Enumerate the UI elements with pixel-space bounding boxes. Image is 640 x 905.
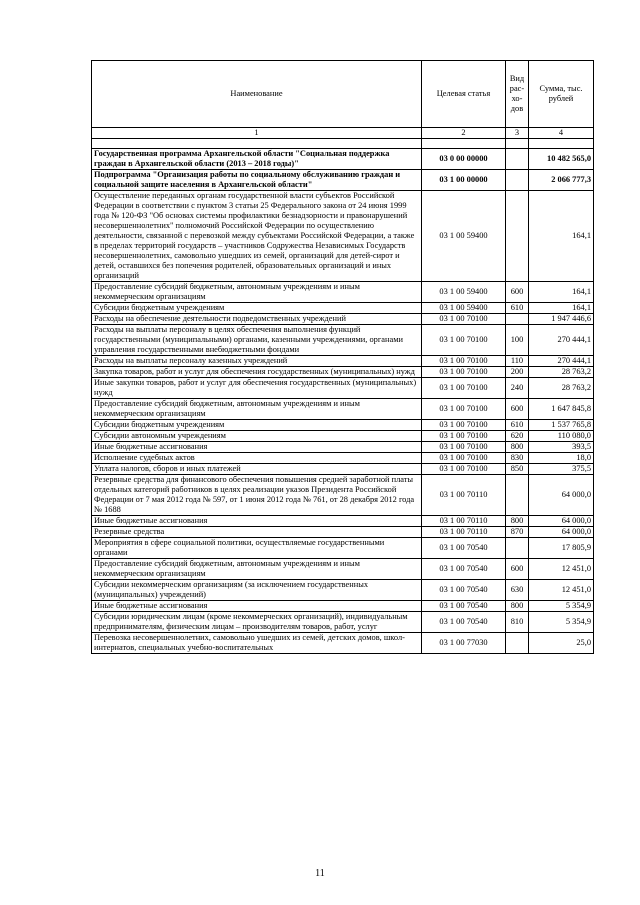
row-amount: 28 763,2 [529, 378, 594, 399]
row-target-article: 03 1 00 59400 [422, 191, 506, 282]
row-expense-type: 600 [506, 399, 529, 420]
row-name: Предоставление субсидий бюджетным, автономным учреждениям и иным некоммерческим организациям [92, 282, 422, 303]
table-row [92, 399, 594, 420]
column-number-row [92, 128, 594, 139]
row-amount: 64 000,0 [529, 516, 594, 527]
row-name: Осуществление переданных органам государственной власти субъектов Российской Федерации в соответствии с пунктом 3 статьи 25 Федерального закона от 24 июня 1999 года № 120-ФЗ "Об основах системы профилактики безнадзорности и правонарушений несовершеннолетних" полномочий Российской Федерации по осуществлению деятельности, связанной с перевозкой между субъектами Российской Федерации, а также в пределах территорий государств – участников Содружества Независимых Государств несовершеннолетних, самовольно ушедших из семей, организаций для детей-сирот и детей, оставшихся без попечения родителей, образовательных организаций и иных организаций [92, 191, 422, 282]
row-name: Предоставление субсидий бюджетным, автономным учреждениям и иным некоммерческим организациям [92, 399, 422, 420]
row-amount: 5 354,9 [529, 612, 594, 633]
row-expense-type [506, 314, 529, 325]
table-row [92, 303, 594, 314]
row-expense-type: 100 [506, 325, 529, 356]
row-expense-type: 620 [506, 431, 529, 442]
row-amount: 1 647 845,8 [529, 399, 594, 420]
table-row [92, 527, 594, 538]
table-row [92, 464, 594, 475]
header-row [92, 61, 594, 128]
row-target-article: 03 1 00 70540 [422, 612, 506, 633]
spacer-cell [92, 139, 422, 149]
row-target-article: 03 1 00 77030 [422, 633, 506, 654]
row-target-article: 03 1 00 70100 [422, 464, 506, 475]
spacer-row [92, 139, 594, 149]
page-number: 11 [315, 868, 325, 879]
table-row [92, 149, 594, 170]
row-expense-type: 800 [506, 516, 529, 527]
row-expense-type [506, 149, 529, 170]
table-row [92, 282, 594, 303]
table-row [92, 191, 594, 282]
row-name: Субсидии некоммерческим организациям (за исключением государственных (муниципальных) учреждений) [92, 580, 422, 601]
row-name: Мероприятия в сфере социальной политики, осуществляемые государственными органами [92, 538, 422, 559]
table-row [92, 356, 594, 367]
row-target-article: 03 1 00 59400 [422, 303, 506, 314]
row-expense-type: 600 [506, 559, 529, 580]
row-expense-type: 800 [506, 442, 529, 453]
table-row [92, 538, 594, 559]
row-name: Иные бюджетные ассигнования [92, 442, 422, 453]
row-name: Перевозка несовершеннолетних, самовольно ушедших из семей, детских домов, школ-интернатов, специальных учебно-воспитательных [92, 633, 422, 654]
table-row [92, 516, 594, 527]
row-amount: 1 537 765,8 [529, 420, 594, 431]
row-target-article: 03 1 00 70100 [422, 356, 506, 367]
row-target-article: 03 1 00 00000 [422, 170, 506, 191]
row-amount: 18,0 [529, 453, 594, 464]
budget-table [91, 60, 594, 654]
row-target-article: 03 1 00 70100 [422, 453, 506, 464]
row-target-article: 03 1 00 70100 [422, 431, 506, 442]
row-target-article: 03 1 00 70100 [422, 420, 506, 431]
row-expense-type [506, 633, 529, 654]
row-expense-type: 870 [506, 527, 529, 538]
row-expense-type: 610 [506, 420, 529, 431]
header-type: Вид рас-хо-дов [506, 61, 529, 128]
row-amount: 164,1 [529, 191, 594, 282]
row-name: Субсидии автономным учреждениям [92, 431, 422, 442]
row-amount: 2 066 777,3 [529, 170, 594, 191]
row-name: Иные бюджетные ассигнования [92, 601, 422, 612]
row-name: Государственная программа Архангельской области "Социальная поддержка граждан в Архангельской области (2013 – 2018 годы)" [92, 149, 422, 170]
table-row [92, 420, 594, 431]
row-target-article: 03 1 00 70110 [422, 516, 506, 527]
row-amount: 164,1 [529, 282, 594, 303]
row-name: Резервные средства для финансового обеспечения повышения средней заработной платы отдельных категорий работников в целях реализации указов Президента Российской Федерации от 7 мая 2012 года № 597, от 1 июня 2012 года № 761, от 28 декабря 2012 года № 1688 [92, 475, 422, 516]
table-row [92, 170, 594, 191]
row-expense-type [506, 191, 529, 282]
row-amount: 12 451,0 [529, 559, 594, 580]
row-amount: 110 080,0 [529, 431, 594, 442]
row-expense-type: 850 [506, 464, 529, 475]
row-amount: 12 451,0 [529, 580, 594, 601]
row-amount: 25,0 [529, 633, 594, 654]
row-expense-type: 610 [506, 303, 529, 314]
row-amount: 5 354,9 [529, 601, 594, 612]
row-expense-type: 630 [506, 580, 529, 601]
row-target-article: 03 1 00 70100 [422, 378, 506, 399]
header-name: Наименование [92, 61, 422, 128]
row-target-article: 03 1 00 70540 [422, 601, 506, 612]
row-expense-type [506, 170, 529, 191]
table-body [92, 149, 594, 654]
row-target-article: 03 0 00 00000 [422, 149, 506, 170]
row-name: Подпрограмма "Организация работы по социальному обслуживанию граждан и социальной защите населения в Архангельской области" [92, 170, 422, 191]
table-row [92, 314, 594, 325]
row-amount: 64 000,0 [529, 527, 594, 538]
row-expense-type: 810 [506, 612, 529, 633]
column-number: 2 [422, 128, 506, 139]
row-expense-type [506, 538, 529, 559]
row-amount: 270 444,1 [529, 325, 594, 356]
row-target-article: 03 1 00 70540 [422, 538, 506, 559]
table-row [92, 442, 594, 453]
row-amount: 17 805,9 [529, 538, 594, 559]
row-name: Исполнение судебных актов [92, 453, 422, 464]
row-amount: 270 444,1 [529, 356, 594, 367]
row-name: Предоставление субсидий бюджетным, автономным учреждениям и иным некоммерческим организациям [92, 559, 422, 580]
row-expense-type: 110 [506, 356, 529, 367]
table-row [92, 378, 594, 399]
row-name: Закупка товаров, работ и услуг для обеспечения государственных (муниципальных) нужд [92, 367, 422, 378]
spacer-cell [506, 139, 529, 149]
row-name: Уплата налогов, сборов и иных платежей [92, 464, 422, 475]
row-amount: 10 482 565,0 [529, 149, 594, 170]
table-row [92, 367, 594, 378]
row-name: Резервные средства [92, 527, 422, 538]
row-name: Субсидии бюджетным учреждениям [92, 303, 422, 314]
row-target-article: 03 1 00 70100 [422, 314, 506, 325]
header-sum: Сумма, тыс. рублей [529, 61, 594, 128]
table-row [92, 559, 594, 580]
column-number: 3 [506, 128, 529, 139]
table-row [92, 325, 594, 356]
header-code: Целевая статья [422, 61, 506, 128]
row-expense-type [506, 475, 529, 516]
table-row [92, 612, 594, 633]
table-row [92, 475, 594, 516]
row-target-article: 03 1 00 70100 [422, 442, 506, 453]
row-target-article: 03 1 00 59400 [422, 282, 506, 303]
row-target-article: 03 1 00 70110 [422, 527, 506, 538]
row-amount: 164,1 [529, 303, 594, 314]
row-amount: 375,5 [529, 464, 594, 475]
row-expense-type: 240 [506, 378, 529, 399]
row-target-article: 03 1 00 70540 [422, 580, 506, 601]
row-name: Иные закупки товаров, работ и услуг для обеспечения государственных (муниципальных) нужд [92, 378, 422, 399]
row-expense-type: 830 [506, 453, 529, 464]
row-amount: 393,5 [529, 442, 594, 453]
spacer-cell [422, 139, 506, 149]
row-target-article: 03 1 00 70540 [422, 559, 506, 580]
row-amount: 1 947 446,6 [529, 314, 594, 325]
row-name: Субсидии бюджетным учреждениям [92, 420, 422, 431]
column-number: 1 [92, 128, 422, 139]
row-target-article: 03 1 00 70110 [422, 475, 506, 516]
spacer-cell [529, 139, 594, 149]
row-amount: 64 000,0 [529, 475, 594, 516]
row-amount: 28 763,2 [529, 367, 594, 378]
row-target-article: 03 1 00 70100 [422, 325, 506, 356]
column-number: 4 [529, 128, 594, 139]
row-name: Расходы на обеспечение деятельности подведомственных учреждений [92, 314, 422, 325]
table-row [92, 453, 594, 464]
row-target-article: 03 1 00 70100 [422, 399, 506, 420]
table-row [92, 601, 594, 612]
table-row [92, 633, 594, 654]
row-expense-type: 800 [506, 601, 529, 612]
table-row [92, 580, 594, 601]
row-target-article: 03 1 00 70100 [422, 367, 506, 378]
row-name: Расходы на выплаты персоналу казенных учреждений [92, 356, 422, 367]
row-name: Субсидии юридическим лицам (кроме некоммерческих организаций), индивидуальным предпринимателям, физическим лицам – производителям товаров, работ, услуг [92, 612, 422, 633]
row-expense-type: 600 [506, 282, 529, 303]
row-name: Иные бюджетные ассигнования [92, 516, 422, 527]
row-name: Расходы на выплаты персоналу в целях обеспечения выполнения функций государственными (муниципальными) органами, казенными учреждениями, органами управления государственными внебюджетными фондами [92, 325, 422, 356]
row-expense-type: 200 [506, 367, 529, 378]
table-row [92, 431, 594, 442]
